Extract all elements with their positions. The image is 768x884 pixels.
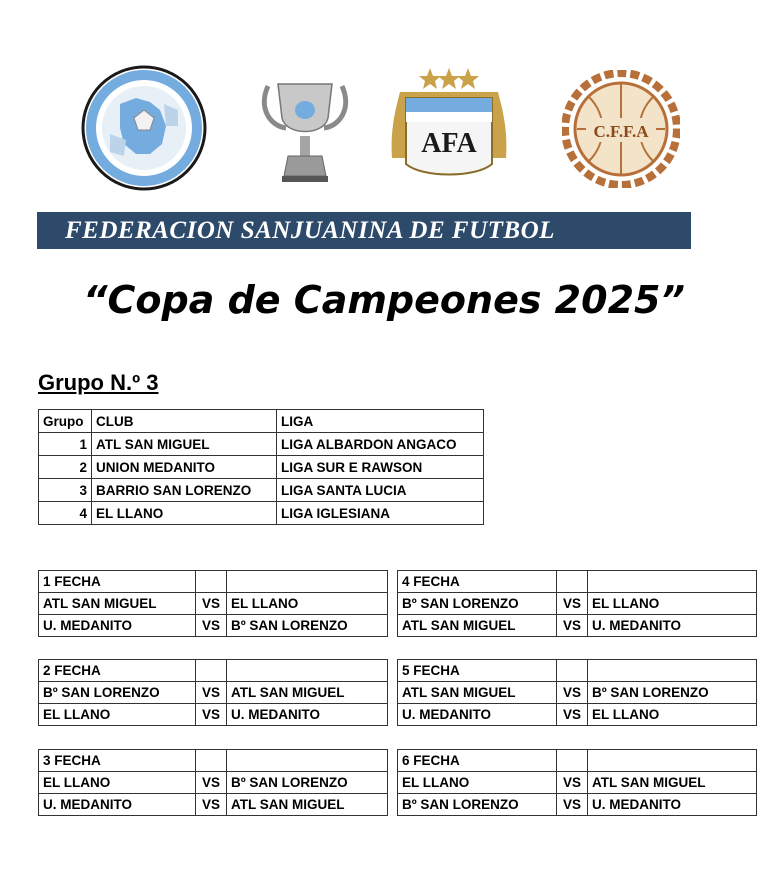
- table-row: [39, 433, 484, 456]
- table-header-row: [39, 410, 484, 433]
- afa-crest-icon: [386, 68, 512, 186]
- home-team: Bº SAN LORENZO: [39, 682, 196, 704]
- match-row: [398, 772, 757, 794]
- column-header: Grupo: [39, 410, 92, 433]
- fecha-label: 1 FECHA: [39, 571, 196, 593]
- fecha-label: 3 FECHA: [39, 750, 196, 772]
- vs-label: VS: [557, 794, 588, 816]
- fixture-table-3: [38, 749, 388, 816]
- clubs-table: [38, 409, 484, 525]
- vs-label: VS: [557, 682, 588, 704]
- home-team: Bº SAN LORENZO: [398, 593, 557, 615]
- home-team: U. MEDANITO: [398, 704, 557, 726]
- fixture-table-2: [38, 659, 388, 726]
- club-number: 4: [39, 502, 92, 525]
- match-row: [398, 615, 757, 637]
- fixture-header-row: [39, 750, 388, 772]
- away-team: U. MEDANITO: [588, 615, 757, 637]
- away-team: Bº SAN LORENZO: [588, 682, 757, 704]
- club-name: UNION MEDANITO: [92, 456, 277, 479]
- federation-banner: FEDERACION SANJUANINA DE FUTBOL: [37, 212, 691, 249]
- home-team: EL LLANO: [39, 772, 196, 794]
- away-team: EL LLANO: [227, 593, 388, 615]
- club-name: BARRIO SAN LORENZO: [92, 479, 277, 502]
- vs-label: VS: [557, 593, 588, 615]
- away-team: Bº SAN LORENZO: [227, 615, 388, 637]
- fixture-table-5: [397, 659, 757, 726]
- cffa-crest-icon: [562, 70, 680, 188]
- away-team: ATL SAN MIGUEL: [588, 772, 757, 794]
- table-row: [39, 502, 484, 525]
- group-title: Grupo N.º 3: [38, 370, 159, 395]
- away-team: EL LLANO: [588, 704, 757, 726]
- fixture-header-row: [39, 571, 388, 593]
- vs-label: VS: [196, 593, 227, 615]
- table-row: [39, 456, 484, 479]
- fixture-header-row: [398, 571, 757, 593]
- home-team: ATL SAN MIGUEL: [398, 615, 557, 637]
- svg-text:AFA: AFA: [421, 128, 477, 159]
- club-number: 1: [39, 433, 92, 456]
- match-row: [39, 794, 388, 816]
- vs-label: VS: [557, 615, 588, 637]
- home-team: ATL SAN MIGUEL: [39, 593, 196, 615]
- fixture-table-1: [38, 570, 388, 637]
- match-row: [398, 593, 757, 615]
- away-team: ATL SAN MIGUEL: [227, 794, 388, 816]
- match-row: [398, 794, 757, 816]
- match-row: [39, 704, 388, 726]
- column-header: LIGA: [277, 410, 484, 433]
- match-row: [398, 682, 757, 704]
- away-team: EL LLANO: [588, 593, 757, 615]
- fecha-label: 6 FECHA: [398, 750, 557, 772]
- home-team: EL LLANO: [39, 704, 196, 726]
- table-row: [39, 479, 484, 502]
- match-row: [398, 704, 757, 726]
- match-row: [39, 593, 388, 615]
- vs-label: VS: [196, 772, 227, 794]
- match-row: [39, 682, 388, 704]
- vs-label: VS: [196, 794, 227, 816]
- home-team: Bº SAN LORENZO: [398, 794, 557, 816]
- match-row: [39, 615, 388, 637]
- fecha-label: 2 FECHA: [39, 660, 196, 682]
- vs-label: VS: [557, 704, 588, 726]
- club-name: ATL SAN MIGUEL: [92, 433, 277, 456]
- home-team: EL LLANO: [398, 772, 557, 794]
- fixture-header-row: [398, 660, 757, 682]
- club-number: 2: [39, 456, 92, 479]
- club-name: EL LLANO: [92, 502, 277, 525]
- away-team: U. MEDANITO: [227, 704, 388, 726]
- vs-label: VS: [557, 772, 588, 794]
- club-liga: LIGA SANTA LUCIA: [277, 479, 484, 502]
- fecha-label: 5 FECHA: [398, 660, 557, 682]
- fixture-header-row: [39, 660, 388, 682]
- match-row: [39, 772, 388, 794]
- fecha-label: 4 FECHA: [398, 571, 557, 593]
- club-liga: LIGA SUR E RAWSON: [277, 456, 484, 479]
- club-number: 3: [39, 479, 92, 502]
- vs-label: VS: [196, 682, 227, 704]
- away-team: ATL SAN MIGUEL: [227, 682, 388, 704]
- fixture-table-4: [397, 570, 757, 637]
- fsf-crest-icon: [80, 64, 208, 192]
- vs-label: VS: [196, 615, 227, 637]
- home-team: U. MEDANITO: [39, 615, 196, 637]
- column-header: CLUB: [92, 410, 277, 433]
- club-liga: LIGA ALBARDON ANGACO: [277, 433, 484, 456]
- club-liga: LIGA IGLESIANA: [277, 502, 484, 525]
- home-team: U. MEDANITO: [39, 794, 196, 816]
- trophy-icon: [260, 78, 350, 188]
- away-team: Bº SAN LORENZO: [227, 772, 388, 794]
- home-team: ATL SAN MIGUEL: [398, 682, 557, 704]
- page-title: “Copa de Campeones 2025”: [83, 278, 685, 322]
- fixture-table-6: [397, 749, 757, 816]
- away-team: U. MEDANITO: [588, 794, 757, 816]
- fixture-header-row: [398, 750, 757, 772]
- vs-label: VS: [196, 704, 227, 726]
- svg-text:C.F.F.A: C.F.F.A: [593, 122, 649, 141]
